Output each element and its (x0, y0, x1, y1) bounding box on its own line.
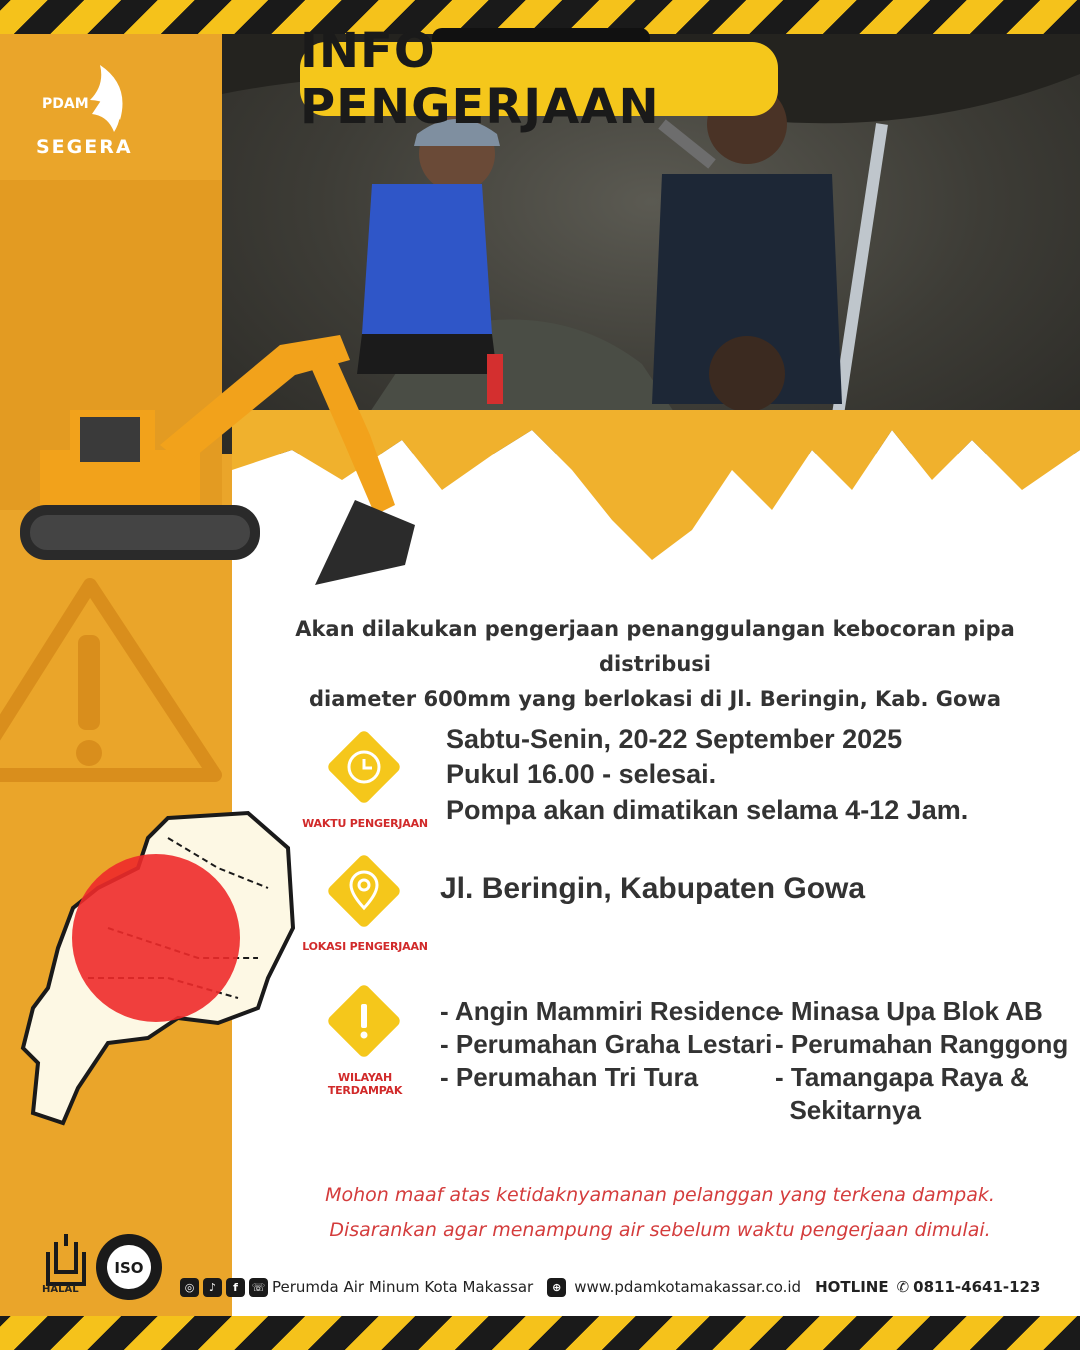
affected-area: - Perumahan Graha Lestari (440, 1029, 773, 1059)
iso-badge-icon (94, 1232, 164, 1302)
time-line-2: Pukul 16.00 - selesai. (446, 759, 717, 789)
large-warning-icon (0, 575, 225, 795)
excavator-icon (10, 315, 430, 590)
location-pin-icon (323, 850, 405, 932)
whatsapp-hotline-icon: ✆ (896, 1278, 910, 1296)
affected-area: - Perumahan Ranggong (775, 1029, 1069, 1059)
affected-caption: WILAYAH TERDAMPAK (327, 1071, 403, 1097)
instagram-icon[interactable]: ◎ (180, 1278, 199, 1297)
apology-line-2: Disarankan agar menampung air sebelum waktu pengerjaan dimulai. (329, 1219, 991, 1241)
halal-label: HALAL (42, 1284, 79, 1295)
gowa-map-icon (18, 808, 303, 1128)
facebook-icon[interactable]: f (226, 1278, 245, 1297)
website-link[interactable]: www.pdamkotamakassar.co.id (574, 1278, 802, 1296)
time-line-3: Pompa akan dimatikan selama 4-12 Jam. (446, 795, 969, 825)
hotline-number[interactable]: 0811-4641-123 (913, 1278, 1041, 1296)
affected-area: Sekitarnya (775, 1095, 921, 1125)
clock-icon (323, 726, 405, 808)
affected-area: - Perumahan Tri Tura (440, 1062, 699, 1092)
bottom-hazard-stripe (0, 1316, 1080, 1350)
page-title: INFO PENGERJAAN (300, 23, 660, 135)
tiktok-icon[interactable]: ♪ (203, 1278, 222, 1297)
warning-icon (323, 980, 405, 1062)
logo-brand-name: SEGERA (36, 136, 133, 158)
time-line-1: Sabtu-Senin, 20-22 September 2025 (446, 724, 903, 754)
footer (180, 1274, 1070, 1300)
title-banner (300, 23, 778, 135)
location-caption: LOKASI PENGERJAAN (302, 940, 428, 953)
apology-note (240, 1178, 1080, 1248)
hotline-label: HOTLINE (815, 1278, 889, 1296)
description-line-1: Akan dilakukan pengerjaan penanggulangan kebocoran pipa distribusi (295, 617, 1015, 676)
affected-area: - Minasa Upa Blok AB (775, 996, 1043, 1026)
globe-icon: ⊕ (547, 1278, 566, 1297)
description-line-2: diameter 600mm yang berlokasi di Jl. Beringin, Kab. Gowa (308, 687, 1001, 711)
logo-pdam-text: PDAM (42, 96, 89, 112)
affected-area: - Tamangapa Raya & (775, 1062, 1029, 1092)
affected-list-left (440, 995, 780, 1094)
affected-list-right (775, 995, 1068, 1127)
time-caption: WAKTU PENGERJAAN (302, 817, 428, 830)
social-account-name[interactable]: Perumda Air Minum Kota Makassar (272, 1278, 534, 1296)
apology-line-1: Mohon maaf atas ketidaknyamanan pelanggan yang terkena dampak. (325, 1184, 995, 1206)
whatsapp-icon[interactable]: ☏ (249, 1278, 268, 1297)
description (240, 612, 1070, 717)
affected-area: - Angin Mammiri Residence (440, 996, 780, 1026)
iso-label: ISO (114, 1259, 144, 1277)
location-value: Jl. Beringin, Kabupaten Gowa (440, 872, 866, 905)
